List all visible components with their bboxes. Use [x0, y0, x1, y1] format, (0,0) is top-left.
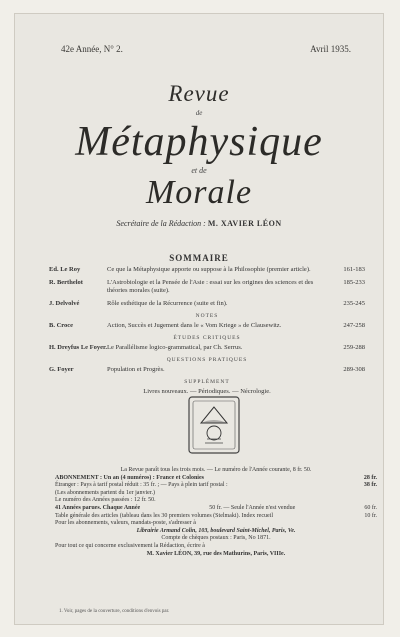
info-line: Pour les abonnements, valeurs, mandats-poste, s'adresser à [55, 520, 196, 527]
info-line: Le numéro des Années passées : 12 fr. 50. [55, 497, 156, 504]
journal-cover-page [14, 13, 384, 625]
subscription-info [55, 467, 377, 558]
info-line: 50 fr. — Seule l'Année n'est vendue [209, 504, 296, 511]
toc-author: R. Berthelot [49, 279, 83, 286]
title-metaphysique: Métaphysique [75, 119, 323, 165]
info-price: 28 fr. [363, 474, 377, 481]
toc-author: B. Croce [49, 322, 74, 329]
info-line: Pour tout ce qui concerne exclusivement la Rédaction, écrire à [55, 542, 205, 549]
toc-title: Population et Progrès. [107, 366, 165, 373]
toc-pages: 259-288 [343, 344, 365, 351]
info-price: 60 fr. [364, 504, 377, 511]
toc-author: G. Foyer [49, 366, 74, 373]
title-morale: Morale [145, 174, 253, 211]
toc-entry [49, 366, 365, 374]
toc-title: Le Parallélisme logico-grammatical, par Ch. Serrus. [107, 344, 243, 351]
info-line: (Les abonnements partent du 1er janvier.) [55, 489, 155, 496]
publisher-emblem-icon [187, 395, 241, 455]
info-price: 10 fr. [364, 512, 377, 519]
toc-entry [49, 279, 365, 295]
toc-title: Ce que la Métaphysique apporte ou suppose à la Philosophie (premier article). [107, 266, 311, 273]
editor-line [15, 219, 383, 228]
info-line: 41 Années parues. Chaque Année [55, 504, 141, 511]
etudes-heading: ÉTUDES CRITIQUES [173, 335, 241, 341]
editor-label: Secrétaire de la Rédaction : [116, 219, 206, 228]
info-line: Table générale des articles (tableau dans les 30 premiers volumes (Stelmaki). Index recueil [55, 512, 273, 519]
publisher-address: Librairie Armand Colin, 103, boulevard Saint-Michel, Paris, Ve. [136, 527, 296, 534]
title-et-de: et de [191, 166, 207, 175]
toc-entry [49, 266, 365, 274]
issue-date: Avril 1935. [310, 44, 351, 54]
issue-number: 42e Année, N° 2. [61, 44, 123, 54]
supplement-line: Livres nouveaux. — Périodiques. — Nécrologie. [143, 388, 271, 395]
info-line: La Revue paraît tous les trois mois. — Le numéro de l'Année courante, 8 fr. 50. [120, 467, 312, 473]
toc-pages: 247-258 [343, 322, 365, 329]
issue-header [61, 44, 351, 54]
toc-pages: 161-183 [343, 266, 365, 273]
info-line: ABONNEMENT : Un an (4 numéros) : France et Colonies [55, 474, 204, 481]
toc-author: Ed. Le Roy [49, 266, 81, 273]
toc-pages: 235-245 [343, 300, 365, 307]
editor-name: M. XAVIER LÉON [207, 219, 282, 228]
footnote: 1. Voir, pages de la couverture, conditions d'envois par. [59, 609, 170, 614]
notes-heading: NOTES [195, 313, 219, 319]
toc-author: J. Delvolvé [49, 300, 80, 307]
toc-title: L'Astrobiologie et la Pensée de l'Asie : essai sur les origines des sciences et des théories morales (suite). [107, 279, 314, 294]
info-price: 38 fr. [363, 482, 377, 489]
title-revue: Revue [168, 81, 230, 106]
questions-heading: QUESTIONS PRATIQUES [166, 357, 248, 363]
info-row [55, 482, 377, 490]
table-of-contents [49, 266, 365, 399]
info-row [55, 505, 377, 513]
toc-author: H. Dreyfus Le Foyer. [49, 344, 107, 351]
toc-entry [49, 322, 365, 330]
toc-entry [49, 300, 365, 308]
info-row [55, 513, 377, 521]
toc-title: Rôle esthétique de la Récurrence (suite et fin). [107, 300, 228, 307]
title-de: de [195, 109, 203, 117]
info-line: Étranger : Pays à tarif postal réduit : 35 fr. ; — Pays à plein tarif postal : [55, 482, 228, 489]
supplement-heading: SUPPLÉMENT [184, 379, 230, 385]
sommaire-heading: SOMMAIRE [169, 253, 229, 263]
toc-title: Action, Succès et Jugement dans le « Vom Kriege » de Clausewitz. [107, 322, 282, 329]
toc-pages: 185-233 [343, 279, 365, 286]
editor-address: M. Xavier LÉON, 39, rue des Mathurins, Paris, VIIIe. [146, 550, 286, 557]
toc-pages: 289-308 [343, 366, 365, 373]
info-line: Compte de chèques postaux : Paris, No 1871. [161, 535, 271, 542]
toc-entry [49, 344, 365, 352]
